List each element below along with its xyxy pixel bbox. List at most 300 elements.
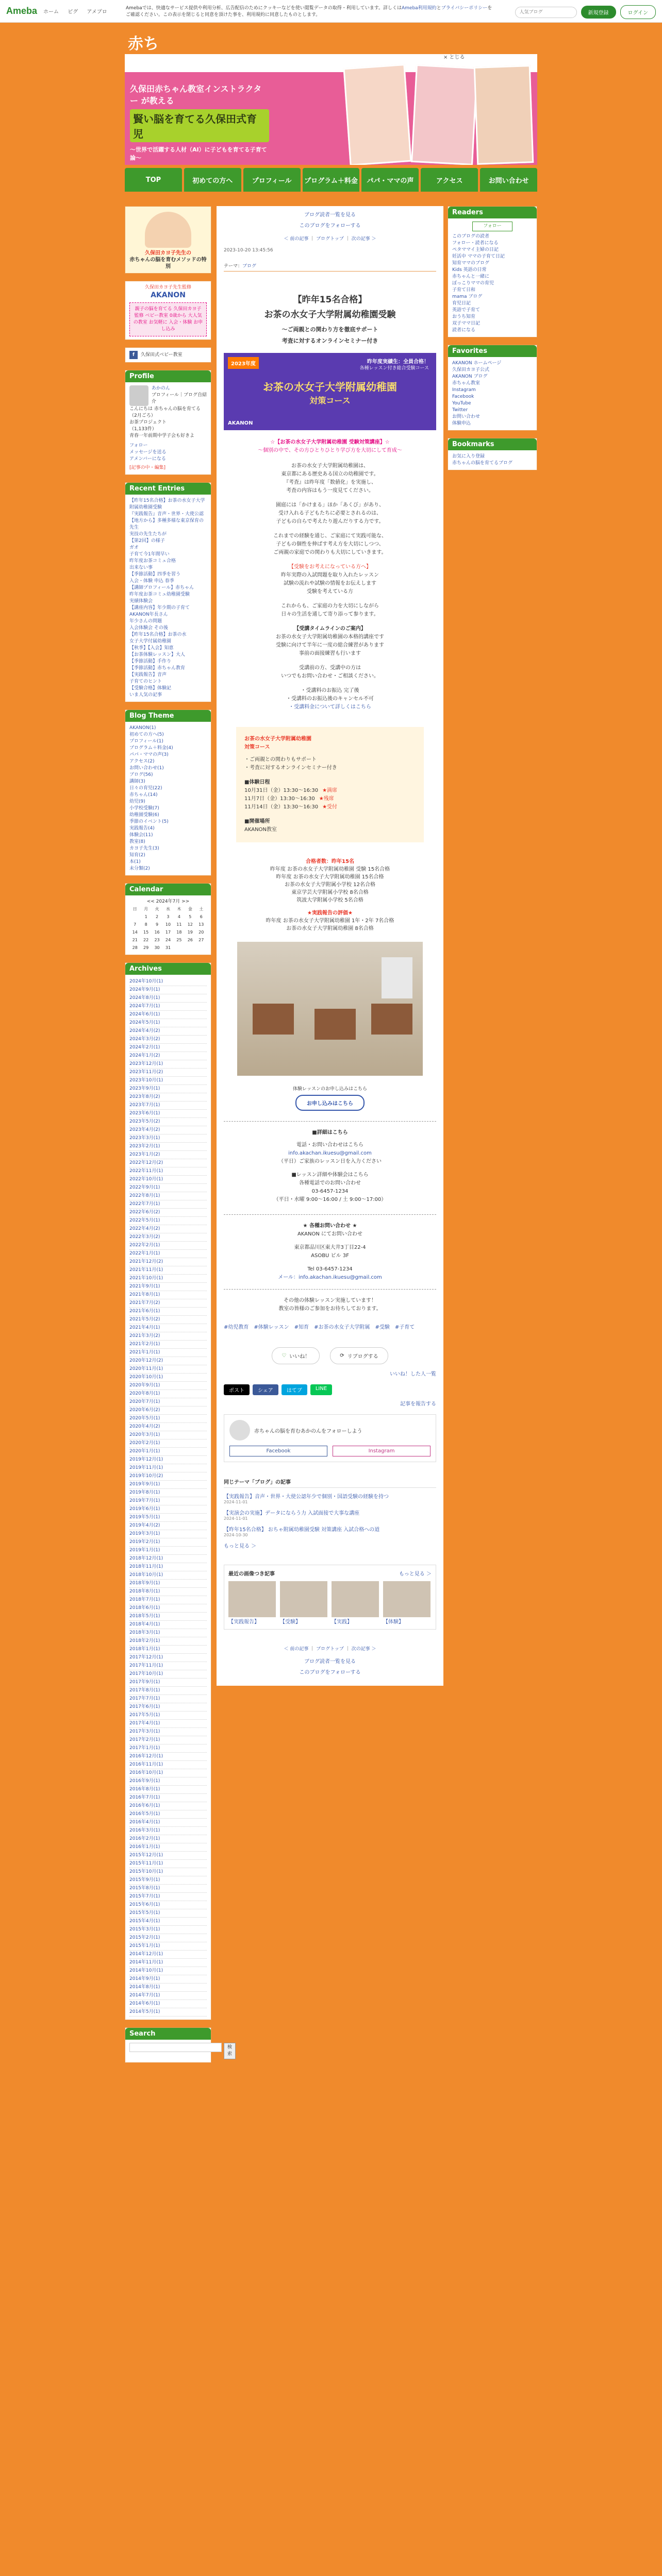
archive-item[interactable]: 2020年4月(2) [129,1423,207,1431]
nav-ameblo[interactable]: アメブロ [87,9,107,15]
archive-item[interactable]: 2017年10月(1) [129,1670,207,1679]
gnav-contact[interactable]: お問い合わせ [480,168,537,192]
blog-top-link-bottom[interactable]: ブログトップ [316,1647,344,1652]
favorite-item[interactable]: 赤ちゃん教室 [452,381,481,386]
archive-item[interactable]: 2016年4月(1) [129,1819,207,1827]
prev-article-link[interactable]: ＜ 前の記事 [284,236,309,242]
archive-item[interactable]: 2021年4月(1) [129,1324,207,1332]
calendar-day[interactable]: 23 [154,938,160,942]
archive-item[interactable]: 2023年7月(1) [129,1101,207,1110]
gnav-program[interactable]: プログラム＋料金 [303,168,360,192]
blog-avatar[interactable] [229,1420,250,1440]
calendar-day[interactable]: 25 [176,938,182,942]
profile-name[interactable]: あかのん [151,386,170,391]
notice-close-button[interactable]: × とじる [443,55,465,60]
follow-blog-link-bottom[interactable]: このブログをフォローする [299,1670,361,1675]
same-theme-more[interactable]: もっと見る ＞ [224,1544,257,1549]
archive-item[interactable]: 2021年2月(1) [129,1341,207,1349]
hashtag[interactable]: #受験 [375,1325,390,1330]
gnav-voice[interactable]: パパ・ママの声 [361,168,419,192]
hashtag[interactable]: #お茶の水女子大学附属 [314,1325,370,1330]
reader-item[interactable]: フォロー・読者になる [452,241,499,246]
archive-item[interactable]: 2018年2月(1) [129,1637,207,1646]
reader-item[interactable]: Kids 英語の日常 [452,267,487,273]
archive-item[interactable]: 2020年7月(1) [129,1398,207,1406]
contact-email[interactable]: info.akachan.ikuesu@gmail.com [288,1150,372,1156]
archive-item[interactable]: 2024年4月(2) [129,1027,207,1036]
reblog-button[interactable] [330,1347,388,1364]
archive-item[interactable]: 2016年11月(1) [129,1761,207,1769]
recent-entry[interactable]: 【秋季】【入会】知恵 [129,646,174,651]
recent-entry[interactable]: 【第2回】の様子 [129,538,165,544]
office-mail[interactable]: メール：info.akachan.ikuesu@gmail.com [278,1275,382,1280]
archive-item[interactable]: 2021年10月(1) [129,1275,207,1283]
archive-item[interactable]: 2017年5月(1) [129,1711,207,1720]
archive-item[interactable]: 2015年3月(1) [129,1926,207,1934]
login-button[interactable]: ログイン [620,5,656,19]
archive-item[interactable]: 2024年10月(1) [129,978,207,986]
reader-item[interactable]: ペタママイ主婦の日記 [452,247,499,252]
contact-tel[interactable]: 03-6457-1234 [311,1189,349,1194]
thumbnail-title[interactable]: 【実践報告】 [228,1619,259,1625]
archive-item[interactable]: 2020年6月(2) [129,1406,207,1415]
reader-item[interactable]: mama ブログ [452,294,483,299]
report-link[interactable]: 記事を報告する [400,1401,436,1407]
archive-item[interactable]: 2017年2月(1) [129,1736,207,1744]
archive-item[interactable]: 2021年8月(1) [129,1291,207,1299]
favorite-item[interactable]: Facebook [452,394,474,399]
calendar-day[interactable]: 28 [132,945,138,950]
archive-item[interactable]: 2020年3月(1) [129,1431,207,1439]
archive-item[interactable]: 2020年1月(1) [129,1448,207,1456]
facebook-box[interactable] [125,347,211,363]
bookmark-1[interactable]: 赤ちゃんの脳を育てるブログ [452,461,513,466]
recent-entry[interactable]: 【地方から】多種多様な東京保育の先生 [129,518,204,530]
archive-item[interactable]: 2024年8月(1) [129,994,207,1003]
calendar-day[interactable]: 14 [132,930,138,935]
calendar-day[interactable]: 15 [143,930,149,935]
gnav-top[interactable]: TOP [125,168,182,192]
archive-item[interactable]: 2022年12月(2) [129,1159,207,1167]
archive-item[interactable]: 2022年3月(2) [129,1233,207,1242]
archive-item[interactable]: 2024年5月(1) [129,1019,207,1027]
readers-list-link[interactable]: ブログ読者一覧を見る [304,212,356,218]
recent-entry[interactable]: 出来ない事 [129,565,153,570]
archive-item[interactable]: 2019年2月(1) [129,1538,207,1547]
archive-item[interactable]: 2014年12月(1) [129,1951,207,1959]
archive-item[interactable]: 2017年12月(1) [129,1654,207,1662]
theme-item[interactable]: 小学校受験(7) [129,806,159,811]
share-post-button[interactable]: ポスト [224,1384,250,1395]
calendar-day[interactable]: 4 [177,914,180,919]
archive-item[interactable]: 2022年1月(1) [129,1250,207,1258]
theme-item[interactable]: 教室(8) [129,839,145,844]
archive-item[interactable]: 2024年9月(1) [129,986,207,994]
profile-avatar[interactable] [129,385,148,406]
theme-item[interactable]: AKANON(1) [129,725,156,731]
archive-item[interactable]: 2016年12月(1) [129,1753,207,1761]
calendar-day[interactable]: 27 [198,938,204,942]
recent-entry[interactable]: 【講座内容】年少期の子育て [129,605,190,611]
archive-item[interactable]: 2015年5月(1) [129,1909,207,1918]
gnav-profile[interactable]: プロフィール [243,168,301,192]
share-line-button[interactable]: LINE [310,1384,332,1395]
calendar-day[interactable]: 7 [134,922,137,927]
archive-item[interactable]: 2018年6月(1) [129,1604,207,1613]
reader-item[interactable]: 双子ママ日記 [452,321,481,326]
like-list-link[interactable]: いいね！した人一覧 [390,1371,436,1377]
recent-entry[interactable]: 【お茶体験レッスン】大人 [129,652,185,657]
archive-item[interactable]: 2023年2月(1) [129,1143,207,1151]
reader-item[interactable]: 英語で子育て [452,308,481,313]
recent-entry[interactable]: 【昨年15名合格】お茶の水女子大学附属幼稚園受験 [129,498,205,510]
recent-entry[interactable]: 【季節活動】赤ちゃん教育 [129,666,186,671]
favorite-item[interactable]: Instagram [452,387,476,393]
archive-item[interactable]: 2015年11月(1) [129,1860,207,1868]
theme-item[interactable]: 初めての方へ(5) [129,732,164,737]
archive-item[interactable]: 2019年10月(2) [129,1472,207,1481]
archive-item[interactable]: 2015年9月(1) [129,1876,207,1885]
archive-item[interactable]: 2020年8月(1) [129,1390,207,1398]
archive-item[interactable]: 2015年7月(1) [129,1893,207,1901]
archive-item[interactable]: 2015年10月(1) [129,1868,207,1876]
calendar-day[interactable]: 21 [132,938,138,942]
blog-top-link[interactable]: ブログトップ [316,236,344,242]
calendar-day[interactable]: 20 [198,930,204,935]
calendar-day[interactable] [196,944,207,952]
calendar-day[interactable] [174,944,185,952]
favorite-item[interactable]: お問い合わせ [452,414,481,419]
archive-item[interactable]: 2021年12月(2) [129,1258,207,1266]
recent-entry[interactable]: 【受験合格】体験記 [129,686,172,691]
calendar-day[interactable]: 6 [200,914,203,919]
prev-article-link-bottom[interactable]: ＜ 前の記事 [284,1647,309,1652]
archive-item[interactable]: 2022年7月(1) [129,1200,207,1209]
archive-item[interactable]: 2023年8月(2) [129,1093,207,1101]
archive-item[interactable]: 2016年8月(1) [129,1786,207,1794]
archive-item[interactable]: 2023年1月(2) [129,1151,207,1159]
archive-item[interactable]: 2016年10月(1) [129,1769,207,1777]
calendar-day[interactable]: 2 [156,914,159,919]
reader-item[interactable]: 妊活中 ママの子育て日記 [452,254,505,259]
calendar-day[interactable]: 13 [198,922,204,927]
calendar-day[interactable]: 18 [176,930,182,935]
archive-item[interactable]: 2020年2月(1) [129,1439,207,1448]
profile-amember-link[interactable]: アメンバーになる [129,456,166,462]
calendar-day[interactable]: 30 [154,945,160,950]
archive-item[interactable]: 2016年7月(1) [129,1794,207,1802]
thumbnail-title[interactable]: 【体験】 [383,1619,404,1625]
recent-entry[interactable]: 女子大学付属幼稚園 [129,639,172,644]
share-hatena-button[interactable]: はてブ [282,1384,307,1395]
archive-item[interactable]: 2024年2月(1) [129,1044,207,1052]
theme-item[interactable]: 幼児(9) [129,799,145,804]
calendar-day[interactable]: 16 [154,930,160,935]
reader-item[interactable]: 知育ママのブログ [452,261,490,266]
archive-item[interactable]: 2023年9月(1) [129,1085,207,1093]
calendar-day[interactable]: 17 [165,930,171,935]
facebook-link[interactable]: Facebook [229,1446,327,1456]
hashtag[interactable]: #体験レッスン [254,1325,289,1330]
share-facebook-button[interactable]: シェア [253,1384,278,1395]
theme-item[interactable]: プロフィール(1) [129,739,163,744]
archive-item[interactable]: 2023年11月(2) [129,1069,207,1077]
archive-item[interactable]: 2017年8月(1) [129,1687,207,1695]
recent-entry[interactable]: 入会体験会 その後 [129,625,168,631]
theme-item[interactable]: 体験会(11) [129,833,153,838]
thumbnail-card[interactable] [383,1581,431,1625]
ameba-logo[interactable]: Ameba [6,6,38,16]
archive-item[interactable]: 2020年12月(2) [129,1357,207,1365]
theme-item[interactable]: カヨ子先生(3) [129,846,159,851]
nav-home[interactable]: ホーム [43,9,59,15]
archive-item[interactable]: 2020年10月(1) [129,1374,207,1382]
sidebar-search-input[interactable] [129,2043,222,2052]
archive-item[interactable]: 2022年5月(1) [129,1217,207,1225]
archive-item[interactable]: 2024年7月(1) [129,1003,207,1011]
archive-item[interactable]: 2014年8月(1) [129,1984,207,1992]
ranking-more[interactable]: もっと見る ＞ [399,1571,432,1577]
recent-entry[interactable]: 【実践報告】音声 [129,672,167,677]
archive-item[interactable]: 2020年5月(1) [129,1415,207,1423]
archive-item[interactable]: 2018年5月(1) [129,1613,207,1621]
thumbnail-card[interactable] [332,1581,379,1625]
archive-item[interactable]: 2023年5月(2) [129,1118,207,1126]
reader-item[interactable]: ぽっこりママの育児 [452,281,494,286]
gnav-first[interactable]: 初めての方へ [184,168,241,192]
archive-item[interactable]: 2019年5月(1) [129,1514,207,1522]
sidebar-search-button[interactable]: 検索 [224,2043,236,2059]
bookmark-0[interactable]: お気に入り登録 [452,454,485,459]
favorite-item[interactable]: Twitter [452,408,468,413]
archive-item[interactable]: 2017年6月(1) [129,1703,207,1711]
recent-entry[interactable]: 【講師プロフィール】赤ちゃん [129,585,194,590]
archive-item[interactable]: 2019年4月(2) [129,1522,207,1530]
theme-item[interactable]: ブログ(56) [129,772,153,777]
follow-button[interactable]: フォロー [472,222,512,231]
calendar-day[interactable]: 19 [187,930,193,935]
theme-item[interactable]: 赤ちゃん(14) [129,792,158,798]
theme-item[interactable]: パパ・ママの声(3) [129,752,169,757]
theme-item[interactable]: 本(1) [129,859,141,865]
archive-item[interactable]: 2014年10月(1) [129,1967,207,1975]
recent-entry[interactable]: 【昨年15名合格】お茶の水 [129,632,187,637]
same-theme-item[interactable] [224,1525,436,1537]
calendar-day[interactable]: 26 [187,938,193,942]
archive-item[interactable]: 2023年10月(1) [129,1077,207,1085]
archive-item[interactable]: 2014年9月(1) [129,1975,207,1984]
theme-item[interactable]: アクセス(2) [129,759,155,764]
calendar-day[interactable]: 22 [143,938,149,942]
archive-item[interactable]: 2019年1月(1) [129,1547,207,1555]
archive-item[interactable]: 2022年8月(1) [129,1192,207,1200]
theme-item[interactable]: 日々の育児(22) [129,786,162,791]
article-theme[interactable]: ブログ [242,264,257,269]
calendar-day[interactable]: 10 [165,922,171,927]
archive-item[interactable]: 2016年9月(1) [129,1777,207,1786]
office-tel[interactable]: Tel 03-6457-1234 [307,1266,353,1272]
same-theme-title[interactable]: 【昨年15名合格】 おちゃ附属幼稚園受験 対策講座 入試合格への道 [224,1527,380,1533]
thumbnail-title[interactable]: 【実践】 [332,1619,352,1625]
follow-blog-link[interactable]: このブログをフォローする [299,223,361,229]
archive-item[interactable]: 2020年11月(1) [129,1365,207,1374]
archive-item[interactable]: 2023年12月(1) [129,1060,207,1069]
archive-item[interactable]: 2018年3月(1) [129,1629,207,1637]
archive-item[interactable]: 2015年1月(1) [129,1942,207,1951]
recent-entry[interactable]: 子育て今1年間早い [129,552,170,557]
archive-item[interactable]: 2019年3月(1) [129,1530,207,1538]
reader-item[interactable]: 読者になる [452,328,476,333]
same-theme-title[interactable]: 【実践報告】音声・世界・大使公認年少で個別・国語受験の経験を持つ [224,1494,389,1500]
profile-follow-link[interactable]: フォロー [129,443,148,448]
reader-item[interactable]: おうち知育 [452,314,476,319]
calendar-day[interactable]: 9 [156,922,159,927]
archive-item[interactable]: 2022年4月(2) [129,1225,207,1233]
calendar-day[interactable]: 8 [144,922,147,927]
thumbnail-title[interactable]: 【受験】 [280,1619,301,1625]
archive-item[interactable]: 2017年4月(1) [129,1720,207,1728]
archive-item[interactable]: 2014年7月(1) [129,1992,207,2000]
theme-item[interactable]: プログラム＋料金(4) [129,745,173,751]
favorite-item[interactable]: 久保田カヨ子公式 [452,367,490,372]
archive-item[interactable]: 2015年2月(1) [129,1934,207,1942]
archive-item[interactable]: 2021年9月(1) [129,1283,207,1291]
archive-item[interactable]: 2014年11月(1) [129,1959,207,1967]
recent-entry[interactable]: AKANON年長さん [129,612,168,617]
archive-item[interactable]: 2023年6月(1) [129,1110,207,1118]
calendar-day[interactable] [185,944,195,952]
archive-item[interactable]: 2021年3月(2) [129,1332,207,1341]
recent-entry[interactable]: 昨年度お茶コミュ幼稚園受験 [129,592,190,597]
archive-item[interactable]: 2018年7月(1) [129,1596,207,1604]
archive-item[interactable]: 2017年7月(1) [129,1695,207,1703]
same-theme-item[interactable] [224,1509,436,1521]
archive-item[interactable]: 2015年12月(1) [129,1852,207,1860]
like-button[interactable] [272,1347,320,1364]
archive-item[interactable]: 2017年9月(1) [129,1679,207,1687]
archive-item[interactable]: 2018年11月(1) [129,1563,207,1571]
archive-item[interactable]: 2021年1月(1) [129,1349,207,1357]
archive-item[interactable]: 2014年6月(1) [129,2000,207,2008]
archive-item[interactable]: 2019年12月(1) [129,1456,207,1464]
blog-title[interactable]: 赤ち [128,35,159,53]
akanon-pink-banner[interactable]: 親子の脳を育てる 久保田カヨ子監修 ベビー教室 0歳から 大人気の教室 お気軽に 入会・体験 お申し込み [129,302,207,336]
archive-item[interactable]: 2019年6月(1) [129,1505,207,1514]
hashtag[interactable]: #知育 [294,1325,309,1330]
archive-item[interactable]: 2022年9月(1) [129,1184,207,1192]
archive-item[interactable]: 2017年1月(1) [129,1744,207,1753]
archive-item[interactable]: 2018年8月(1) [129,1588,207,1596]
profile-edit-link[interactable]: [記事の中・編集] [129,465,166,470]
akanon-banner[interactable] [125,281,211,340]
archive-item[interactable]: 2022年2月(1) [129,1242,207,1250]
recent-entry[interactable]: 実技の先生たちが [129,532,167,537]
nav-pigg[interactable]: ピグ [68,9,78,15]
reader-item[interactable]: このブログの読者 [452,234,490,239]
archive-item[interactable]: 2017年11月(1) [129,1662,207,1670]
thumbnail-card[interactable] [280,1581,327,1625]
archive-item[interactable]: 2016年2月(1) [129,1835,207,1843]
theme-item[interactable]: 知育(2) [129,853,145,858]
same-theme-item[interactable] [224,1492,436,1504]
archive-item[interactable]: 2016年3月(1) [129,1827,207,1835]
theme-item[interactable]: 幼稚園受験(6) [129,812,159,818]
archive-item[interactable]: 2022年6月(2) [129,1209,207,1217]
favorite-item[interactable]: YouTube [452,401,471,406]
archive-item[interactable]: 2015年4月(1) [129,1918,207,1926]
archive-item[interactable]: 2019年9月(1) [129,1481,207,1489]
archive-item[interactable]: 2015年8月(1) [129,1885,207,1893]
calendar-month[interactable]: << 2024年7月 >> [146,899,190,904]
theme-item[interactable]: 講師(3) [129,779,145,784]
next-article-link[interactable]: 次の記事 ＞ [351,236,376,242]
archive-item[interactable]: 2021年6月(1) [129,1308,207,1316]
recent-entry[interactable]: いま人気の記事 [129,692,162,698]
calendar-day[interactable]: 24 [165,938,171,942]
calendar-day[interactable]: 29 [143,945,149,950]
reader-item[interactable]: 赤ちゃんと一緒に [452,274,490,279]
recent-entry[interactable]: 昨年度お茶コミュ合格 [129,558,176,564]
archive-item[interactable]: 2024年6月(1) [129,1011,207,1019]
fee-link[interactable]: ・受講料金について詳しくはこちら [289,704,371,710]
archive-item[interactable]: 2023年3月(1) [129,1134,207,1143]
recent-entry[interactable]: 『実践報告』音声・世界・大使公認 [129,512,204,517]
theme-item[interactable]: 未分類(2) [129,866,150,871]
recent-entry[interactable]: 入会・体験 申込 春季 [129,579,174,584]
hashtag[interactable]: #幼児教育 [224,1325,249,1330]
archive-item[interactable]: 2018年4月(1) [129,1621,207,1629]
archive-item[interactable]: 2019年11月(1) [129,1464,207,1472]
calendar-day[interactable]: 12 [187,922,193,927]
calendar-day[interactable]: 11 [176,922,182,927]
calendar-day[interactable]: 1 [144,914,147,919]
favorite-item[interactable]: 体験申込 [452,421,471,426]
calendar-day[interactable]: 5 [189,914,192,919]
favorite-item[interactable]: AKANON ホームページ [452,361,502,366]
recent-entry[interactable]: 実績体験会 [129,599,153,604]
archive-item[interactable]: 2018年12月(1) [129,1555,207,1563]
archive-item[interactable]: 2015年6月(1) [129,1901,207,1909]
theme-item[interactable]: お問い合わせ(1) [129,766,164,771]
recent-entry[interactable]: 【季節活動】手作り [129,659,172,664]
thumbnail-card[interactable] [228,1581,276,1625]
archive-item[interactable]: 2018年10月(1) [129,1571,207,1580]
readers-list-link-bottom[interactable]: ブログ読者一覧を見る [304,1659,356,1665]
archive-item[interactable]: 2014年5月(1) [129,2008,207,2016]
archive-item[interactable]: 2023年4月(2) [129,1126,207,1134]
hashtag[interactable]: #子育て [394,1325,415,1330]
archive-item[interactable]: 2018年1月(1) [129,1646,207,1654]
archive-item[interactable]: 2018年9月(1) [129,1580,207,1588]
calendar-day[interactable] [129,913,140,921]
same-theme-title[interactable]: 【実演会の実施】データにならう力 入試面接で大事な講座 [224,1511,360,1516]
archive-item[interactable]: 2021年5月(2) [129,1316,207,1324]
recent-entry[interactable]: 子育てのヒント [129,679,162,684]
archive-item[interactable]: 2017年3月(1) [129,1728,207,1736]
instagram-link[interactable]: Instagram [333,1446,431,1456]
archive-item[interactable]: 2020年9月(1) [129,1382,207,1390]
archive-item[interactable]: 2021年7月(2) [129,1299,207,1308]
apply-button[interactable]: お申し込みはこちら [295,1095,365,1111]
search-input[interactable] [515,7,577,18]
archive-item[interactable]: 2024年3月(2) [129,1036,207,1044]
theme-item[interactable]: 季節のイベント(5) [129,819,169,824]
archive-item[interactable]: 2016年6月(1) [129,1802,207,1810]
privacy-link[interactable]: プライバシーポリシー [441,6,488,11]
recent-entry[interactable]: ガオ [129,545,139,550]
archive-item[interactable]: 2019年8月(1) [129,1489,207,1497]
profile-message-link[interactable]: メッセージを送る [129,450,167,455]
